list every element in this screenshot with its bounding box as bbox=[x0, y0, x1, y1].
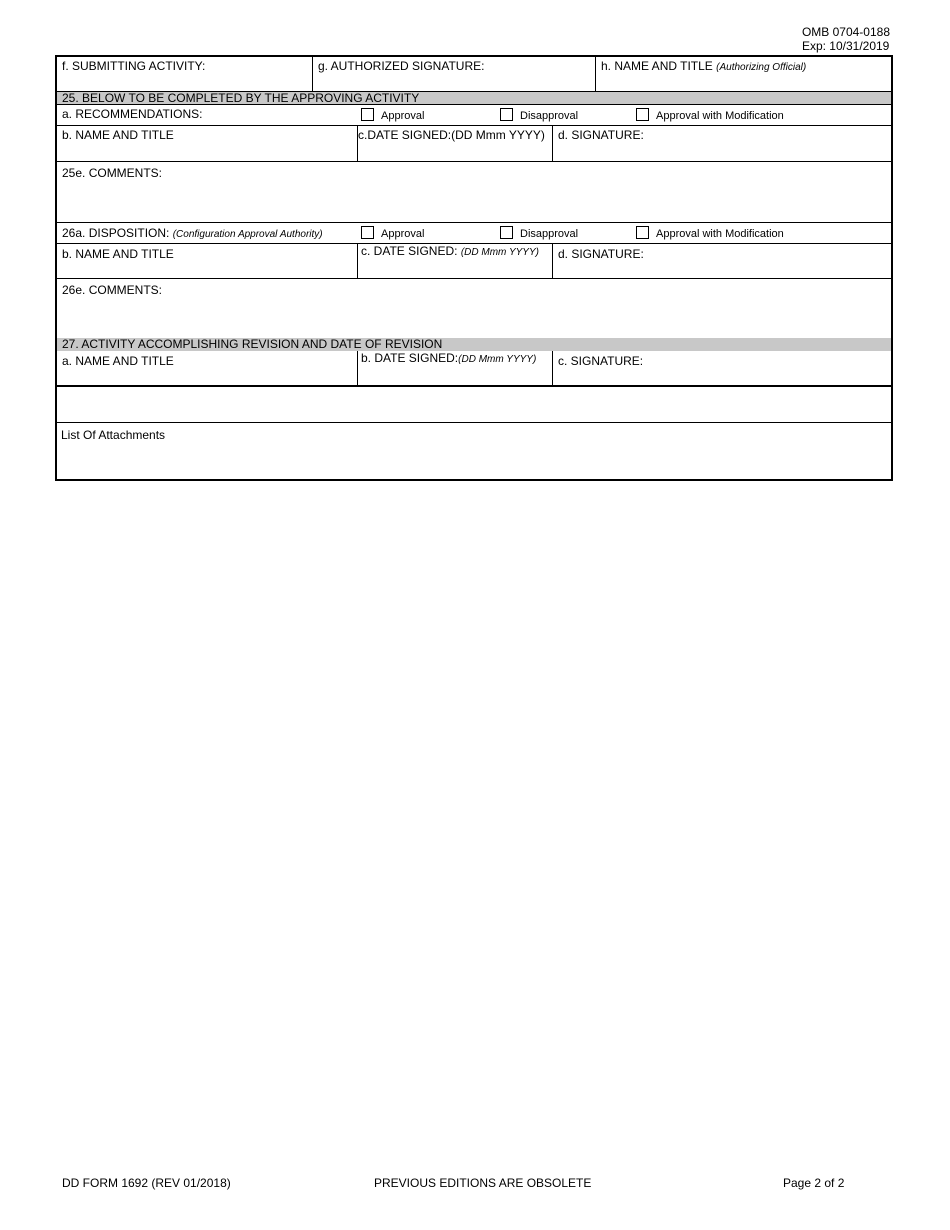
footer-page-number: Page 2 of 2 bbox=[783, 1176, 845, 1190]
26-name-title-label: b. NAME AND TITLE bbox=[62, 247, 174, 261]
attachments-field[interactable] bbox=[57, 423, 891, 479]
blank-field[interactable] bbox=[57, 387, 891, 423]
25-comments-field[interactable] bbox=[57, 162, 891, 223]
checkbox-icon bbox=[361, 108, 374, 121]
26-comments-label: 26e. COMMENTS: bbox=[62, 283, 163, 297]
26-signature-label: d. SIGNATURE: bbox=[558, 247, 644, 261]
section-25-title: 25. BELOW TO BE COMPLETED BY THE APPROVING ACTIVITY bbox=[62, 91, 420, 105]
25-date-signed-label: c.DATE SIGNED:(DD Mmm YYYY) bbox=[358, 128, 545, 142]
27-name-title-field[interactable] bbox=[57, 351, 357, 385]
recommendation-approval-modification-checkbox[interactable]: Approval with Modification bbox=[636, 108, 784, 122]
authorized-signature-label: g. AUTHORIZED SIGNATURE: bbox=[318, 59, 485, 73]
omb-header bbox=[802, 25, 890, 53]
checkbox-icon bbox=[636, 108, 649, 121]
row-27-revision bbox=[57, 351, 891, 387]
25-signature-field[interactable] bbox=[552, 126, 891, 161]
authorized-signature-field[interactable] bbox=[312, 57, 595, 91]
checkbox-icon bbox=[500, 108, 513, 121]
27-signature-field[interactable] bbox=[552, 351, 891, 385]
disposition-approval-checkbox[interactable]: Approval bbox=[361, 226, 424, 240]
27-date-signed-field[interactable] bbox=[357, 351, 552, 385]
disposition-approval-modification-checkbox[interactable]: Approval with Modification bbox=[636, 226, 784, 240]
footer-form-number: DD FORM 1692 (REV 01/2018) bbox=[62, 1176, 231, 1190]
26-comments-field[interactable] bbox=[57, 279, 891, 338]
recommendation-disapproval-checkbox[interactable]: Disapproval bbox=[500, 108, 578, 122]
25-name-title-field[interactable] bbox=[57, 126, 357, 161]
26-name-title-field[interactable] bbox=[57, 244, 357, 278]
recommendations-label: a. RECOMMENDATIONS: bbox=[62, 107, 203, 121]
disposition-label: 26a. DISPOSITION: (Configuration Approval Authority) bbox=[62, 226, 323, 240]
submitting-activity-label: f. SUBMITTING ACTIVITY: bbox=[62, 59, 206, 73]
checkbox-icon bbox=[361, 226, 374, 239]
25-comments-label: 25e. COMMENTS: bbox=[62, 166, 163, 180]
authorizing-name-title-field[interactable] bbox=[595, 57, 891, 91]
row-25-signature bbox=[57, 126, 891, 162]
row-recommendations bbox=[57, 105, 891, 126]
disposition-disapproval-checkbox[interactable]: Disapproval bbox=[500, 226, 578, 240]
row-26-signature bbox=[57, 244, 891, 279]
recommendation-approval-checkbox[interactable]: Approval bbox=[361, 108, 424, 122]
27-name-title-label: a. NAME AND TITLE bbox=[62, 354, 174, 368]
25-name-title-label: b. NAME AND TITLE bbox=[62, 128, 174, 142]
authorizing-name-title-label: h. NAME AND TITLE (Authorizing Official) bbox=[601, 59, 807, 73]
26-date-signed-label: c. DATE SIGNED: (DD Mmm YYYY) bbox=[361, 244, 539, 258]
25-signature-label: d. SIGNATURE: bbox=[558, 128, 644, 142]
26-date-signed-field[interactable] bbox=[357, 244, 552, 278]
section-27-title: 27. ACTIVITY ACCOMPLISHING REVISION AND DATE OF REVISION bbox=[62, 337, 443, 351]
submitting-activity-field[interactable] bbox=[57, 57, 312, 91]
form-table bbox=[55, 55, 893, 481]
26-signature-field[interactable] bbox=[552, 244, 891, 278]
attachments-label: List Of Attachments bbox=[61, 428, 166, 442]
omb-number: OMB 0704-0188 bbox=[801, 25, 890, 39]
footer-notice: PREVIOUS EDITIONS ARE OBSOLETE bbox=[374, 1176, 592, 1190]
27-signature-label: c. SIGNATURE: bbox=[558, 354, 644, 368]
section-27-header bbox=[57, 338, 891, 351]
checkbox-icon bbox=[500, 226, 513, 239]
omb-expiration: Exp: 10/31/2019 bbox=[801, 39, 890, 53]
row-disposition bbox=[57, 223, 891, 244]
section-25-header bbox=[57, 92, 891, 105]
27-date-signed-label: b. DATE SIGNED:(DD Mmm YYYY) bbox=[361, 351, 537, 365]
checkbox-icon bbox=[636, 226, 649, 239]
25-date-signed-field[interactable] bbox=[357, 126, 552, 161]
row-submitting-activity bbox=[57, 57, 891, 92]
